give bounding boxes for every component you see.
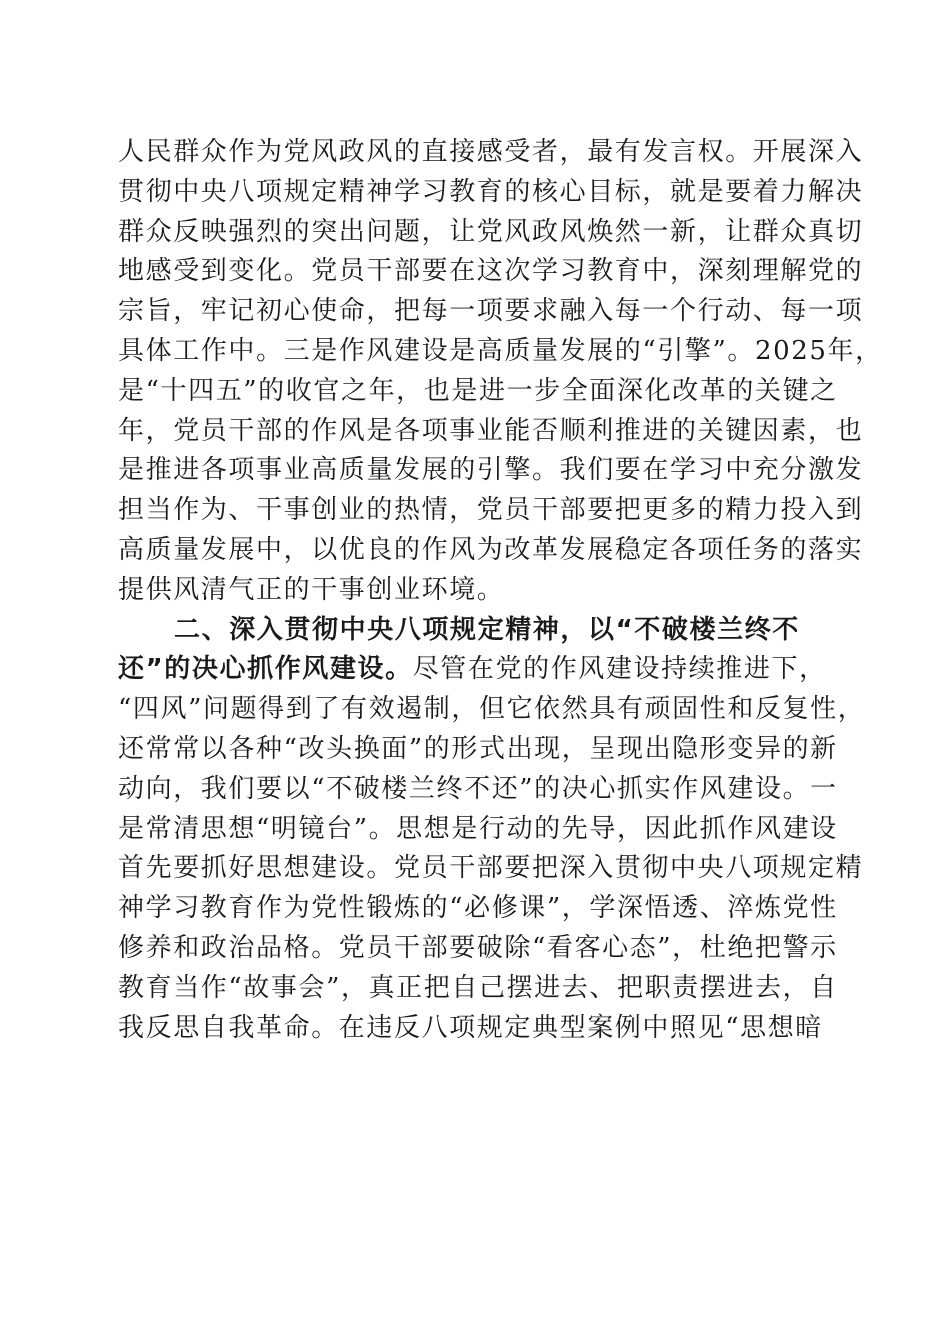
text-line [118, 650, 838, 690]
text-line: 是推进各项事业高质量发展的引擎。我们要在学习中充分激发 [118, 455, 864, 486]
body-text [118, 133, 883, 1048]
section-heading: 二、深入贯彻中央八项规定精神，以“不破楼兰终不 [174, 614, 800, 645]
text-line: 人民群众作为党风政风的直接感受者，最有发言权。开展深入 [118, 137, 864, 167]
text-line: 担当作为、干事创业的热情，党员干部要把更多的精力投入到 [118, 495, 864, 526]
text-line-rest: 尽管在党的作风建设持续推进下， [412, 654, 827, 685]
text-line: 具体工作中。三是作风建设是高质量发展的“引擎”。2025年， [118, 335, 883, 366]
text-line: 提供风清气正的干事创业环境。 [118, 574, 505, 605]
text-line: 宗旨，牢记初心使命，把每一项要求融入每一个行动、每一项 [118, 296, 864, 327]
text-line: 神学习教育作为党性锻炼的“必修课”，学深悟透、淬炼党性 [118, 893, 838, 924]
text-line: 群众反映强烈的突出问题，让党风政风焕然一新，让群众真切 [118, 216, 864, 247]
text-line: 还常常以各种“改头换面”的形式出现，呈现出隐形变异的新 [118, 733, 838, 764]
text-line: 首先要抓好思想建设。党员干部要把深入贯彻中央八项规定精 [118, 853, 864, 884]
section-heading-continued: 还”的决心抓作风建设。 [118, 654, 413, 685]
text-line: 教育当作“故事会”，真正把自己摆进去、把职责摆进去，自 [118, 972, 838, 1003]
text-line: 修养和政治品格。党员干部要破除“看客心态”，杜绝把警示 [118, 932, 838, 963]
text-line: 是“十四五”的收官之年，也是进一步全面深化改革的关键之 [118, 375, 838, 406]
text-line: 我反思自我革命。在违反八项规定典型案例中照见“思想暗 [118, 1012, 823, 1043]
text-line: “四风”问题得到了有效遏制，但它依然具有顽固性和反复性， [118, 694, 866, 725]
text-line: 贯彻中央八项规定精神学习教育的核心目标，就是要着力解决 [118, 176, 864, 207]
text-line: 年，党员干部的作风是各项事业能否顺利推进的关键因素，也 [118, 415, 864, 446]
text-line: 高质量发展中，以优良的作风为改革发展稳定各项任务的落实 [118, 534, 864, 565]
text-line: 动向，我们要以“不破楼兰终不还”的决心抓实作风建设。一 [118, 773, 838, 804]
text-line: 是常清思想“明镜台”。思想是行动的先导，因此抓作风建设 [118, 813, 838, 844]
text-line: 地感受到变化。党员干部要在这次学习教育中，深刻理解党的 [118, 256, 864, 287]
